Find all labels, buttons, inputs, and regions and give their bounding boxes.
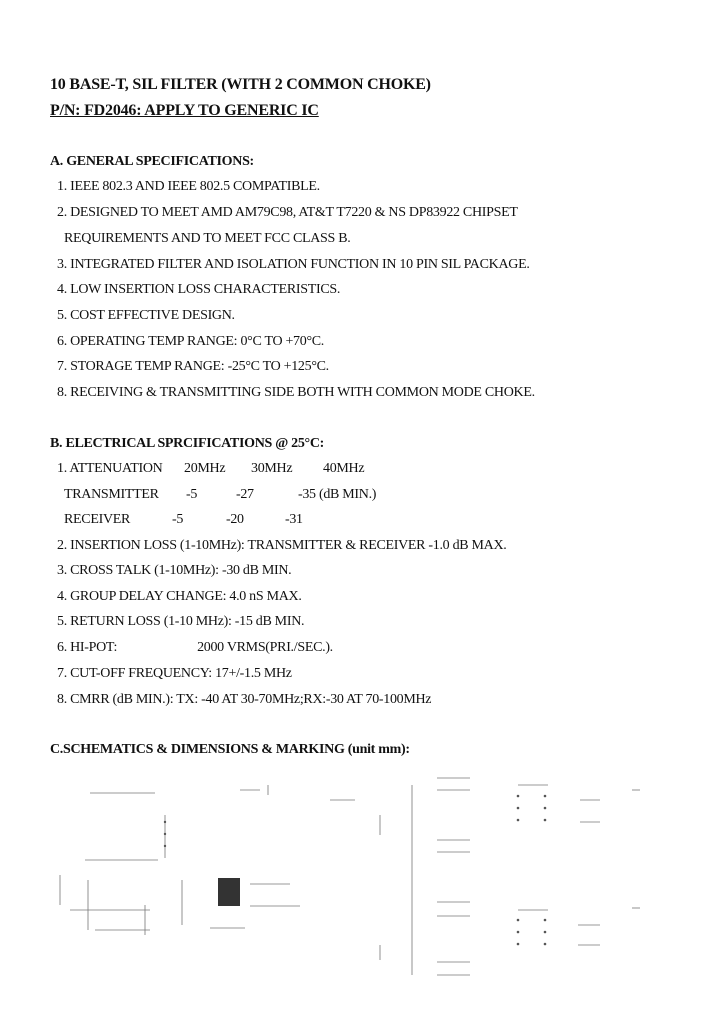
- part-number: P/N: FD2046: APPLY TO GENERIC IC: [50, 102, 319, 119]
- electrical-item: 6. HI-POT: 2000 VRMS(PRI./SEC.).: [57, 640, 333, 655]
- attenuation-freq: 30MHz: [251, 461, 293, 476]
- schematics-heading: C.SCHEMATICS & DIMENSIONS & MARKING (unit mm):: [50, 742, 410, 757]
- electrical-spec-heading: B. ELECTRICAL SPRCIFICATIONS @ 25°C:: [50, 436, 324, 451]
- electrical-item: 5. RETURN LOSS (1-10 MHz): -15 dB MIN.: [57, 614, 305, 629]
- general-item: 6. OPERATING TEMP RANGE: 0°C TO +70°C.: [57, 334, 324, 349]
- general-item: 7. STORAGE TEMP RANGE: -25°C TO +125°C.: [57, 359, 329, 374]
- general-item: 4. LOW INSERTION LOSS CHARACTERISTICS.: [57, 282, 341, 297]
- electrical-item: 7. CUT-OFF FREQUENCY: 17+/-1.5 MHz: [57, 666, 292, 681]
- attenuation-label: 1. ATTENUATION: [57, 461, 163, 476]
- attenuation-freq: 20MHz: [184, 461, 226, 476]
- attenuation-freq: 40MHz: [323, 461, 365, 476]
- general-item: 8. RECEIVING & TRANSMITTING SIDE BOTH WITH COMMON MODE CHOKE.: [57, 385, 535, 400]
- receiver-label: RECEIVER: [64, 512, 131, 527]
- transmitter-value: -27: [236, 487, 254, 502]
- general-item: REQUIREMENTS AND TO MEET FCC CLASS B.: [64, 231, 351, 246]
- electrical-item: 4. GROUP DELAY CHANGE: 4.0 nS MAX.: [57, 589, 302, 604]
- general-spec-heading: A. GENERAL SPECIFICATIONS:: [50, 154, 254, 169]
- electrical-item: 3. CROSS TALK (1-10MHz): -30 dB MIN.: [57, 563, 292, 578]
- transmitter-value: -5: [186, 487, 198, 502]
- receiver-value: -5: [172, 512, 184, 527]
- receiver-value: -20: [226, 512, 244, 527]
- general-item: 3. INTEGRATED FILTER AND ISOLATION FUNCTION IN 10 PIN SIL PACKAGE.: [57, 257, 530, 272]
- document-title: 10 BASE-T, SIL FILTER (WITH 2 COMMON CHOKE): [50, 76, 431, 93]
- receiver-value: -31: [285, 512, 303, 527]
- general-item: 5. COST EFFECTIVE DESIGN.: [57, 308, 235, 323]
- general-item: 2. DESIGNED TO MEET AMD AM79C98, AT&T T7220 & NS DP83922 CHIPSET: [57, 205, 518, 220]
- electrical-item: 2. INSERTION LOSS (1-10MHz): TRANSMITTER & RECEIVER -1.0 dB MAX.: [57, 538, 507, 553]
- electrical-item: 8. CMRR (dB MIN.): TX: -40 AT 30-70MHz;RX:-30 AT 70-100MHz: [57, 692, 432, 707]
- transmitter-value: -35 (dB MIN.): [298, 487, 377, 502]
- general-item: 1. IEEE 802.3 AND IEEE 802.5 COMPATIBLE.: [57, 179, 320, 194]
- transmitter-label: TRANSMITTER: [64, 487, 159, 502]
